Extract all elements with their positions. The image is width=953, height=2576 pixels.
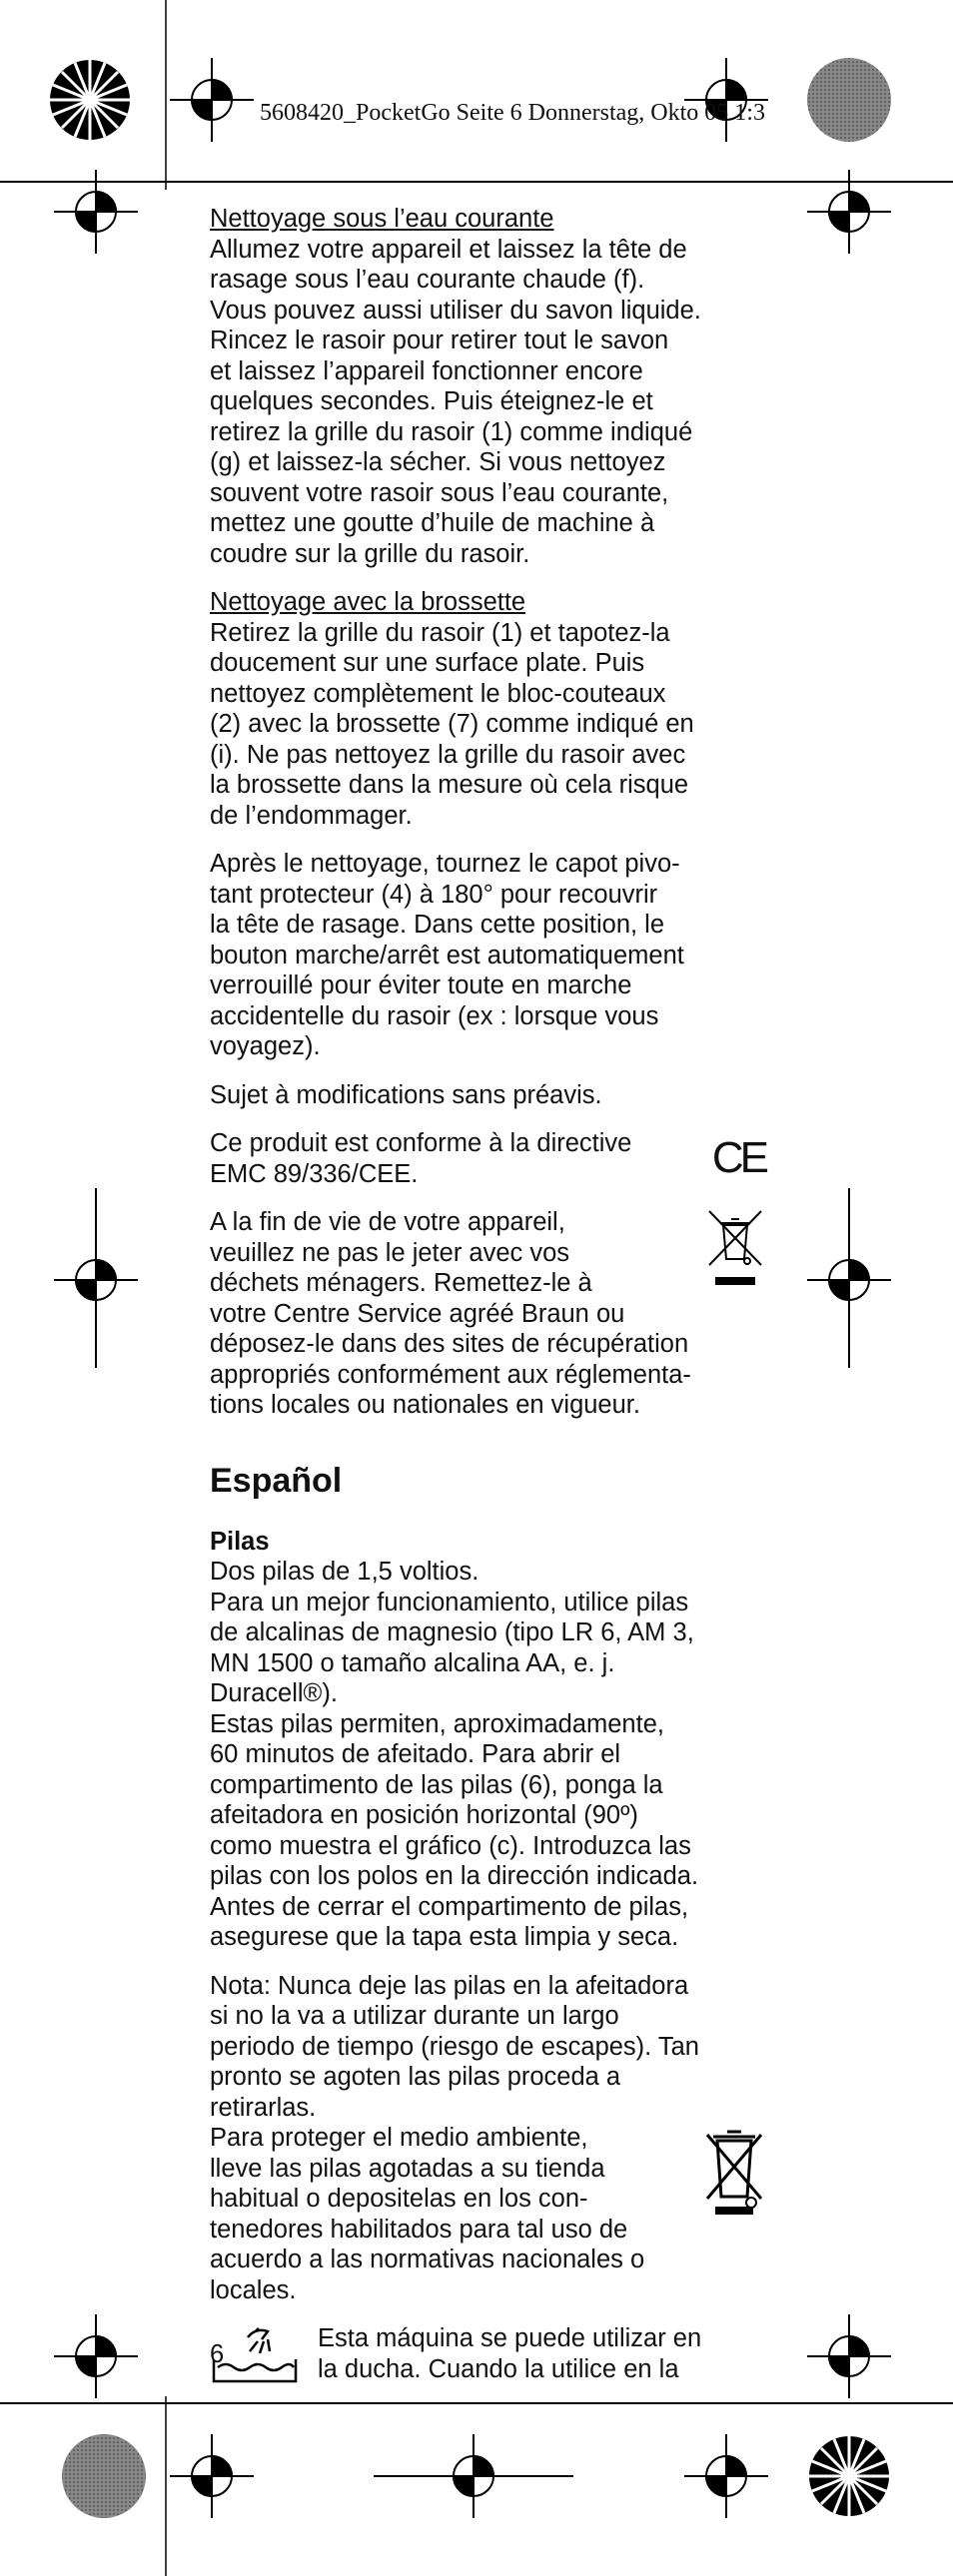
line: locales. <box>210 2275 297 2304</box>
line: mettez une goutte d’huile de machine à <box>210 509 655 537</box>
spanish-heading: Español <box>210 1461 343 1500</box>
line: Ce produit est conforme à la directive <box>210 1129 632 1157</box>
line: periodo de tiempo (riesgo de escapes). Tan <box>210 2032 699 2061</box>
dot-screen-bottom-left <box>62 2434 146 2518</box>
line: bouton marche/arrêt est automatiquement <box>210 941 684 969</box>
line: Estas pilas permiten, aproximadamente, <box>210 1709 664 1738</box>
line: de l’endommager. <box>210 801 413 830</box>
line: la tête de rasage. Dans cette position, le <box>210 911 665 939</box>
es-environment <box>210 2123 749 2305</box>
line: 60 minutos de afeitado. Para abrir el <box>210 1740 621 1768</box>
fr-ce-conformity <box>210 1128 765 1189</box>
line: pilas con los polos en la dirección indicada. <box>210 1862 699 1890</box>
line: MN 1500 o tamaño alcalina AA, e. j. <box>210 1648 615 1677</box>
line: Dos pilas de 1,5 voltios. <box>210 1558 479 1586</box>
es-pilas <box>210 1527 749 1953</box>
line: souvent votre rasoir sous l’eau courante, <box>210 478 669 507</box>
line: doucement sur une surface plate. Puis <box>210 649 645 677</box>
line: déposez-le dans des sites de récupération <box>210 1330 689 1358</box>
line: la ducha. Cuando la utilice en la <box>318 2354 679 2383</box>
line: Esta máquina se puede utilizar en <box>318 2324 702 2352</box>
line: et laissez l’appareil fonctionner encore <box>210 356 643 385</box>
line: déchets ménagers. Remettez-le à <box>210 1269 592 1297</box>
line: afeitadora en posición horizontal (90º) <box>210 1801 638 1829</box>
crosshair-lower-right <box>807 2314 891 2398</box>
es-shower <box>210 2323 749 2395</box>
line: Rincez le rasoir pour retirer tout le savon <box>210 326 669 354</box>
fr-cleaning-water-heading: Nettoyage sous l’eau courante <box>210 205 554 233</box>
line: Après le nettoyage, tournez le capot pivo- <box>210 850 680 878</box>
line: Nota: Nunca deje las pilas en la afeitadora <box>210 1971 689 2000</box>
line: rasage sous l’eau courante chaude (f). <box>210 266 645 294</box>
line: (2) avec la brossette (7) comme indiqué en <box>210 710 694 738</box>
line: verrouillé pour éviter toute en marche <box>210 971 632 999</box>
page-content <box>210 204 765 2395</box>
line: quelques secondes. Puis éteignez-le et <box>210 387 653 415</box>
star-target-top-left <box>50 60 130 140</box>
line: nettoyez complètement le bloc-couteaux <box>210 679 666 708</box>
line: tenedores habilitados para tal uso de <box>210 2215 628 2244</box>
line: A la fin de vie de votre appareil, <box>210 1208 565 1236</box>
line: asegurese que la tapa esta limpia y seca. <box>210 1923 679 1951</box>
line: de alcalinas de magnesio (tipo LR 6, AM 3, <box>210 1618 694 1646</box>
crossed-bin-icon <box>705 1207 765 1297</box>
star-target-bottom-right <box>809 2436 889 2516</box>
crosshair-top-1 <box>170 58 254 142</box>
line: Antes de cerrar el compartimento de pilas, <box>210 1892 689 1921</box>
line: voyagez). <box>210 1032 321 1060</box>
line: Vous pouvez aussi utiliser du savon liquide. <box>210 296 701 324</box>
line: acuerdo a las normativas nacionales o <box>210 2246 645 2273</box>
line: como muestra el gráfico (c). Introduzca las <box>210 1831 691 1860</box>
crosshair-lower-left <box>54 2314 138 2398</box>
crosshair-bottom-3 <box>684 2434 768 2518</box>
fr-cleaning-brush <box>210 587 749 831</box>
battery-disposal-bin-icon <box>703 2127 765 2225</box>
es-nota <box>210 1971 749 2124</box>
line: Para proteger el medio ambiente, <box>210 2124 588 2152</box>
page-number: 6 <box>210 2340 225 2368</box>
line: pronto se agoten las pilas proceda a <box>210 2063 621 2091</box>
line: Retirez la grille du rasoir (1) et tapotez-la <box>210 618 670 647</box>
line: la brossette dans la mesure où cela risque <box>210 771 689 799</box>
line: accidentelle du rasoir (ex : lorsque vous <box>210 1001 659 1030</box>
fr-notice: Sujet à modifications sans préavis. <box>210 1080 602 1109</box>
line: retirarlas. <box>210 2093 317 2122</box>
line: Allumez votre appareil et laissez la tête de <box>210 235 687 264</box>
line: (g) et laissez-la sécher. Si vous nettoyez <box>210 448 666 476</box>
line: si no la va a utilizar durante un largo <box>210 2002 619 2030</box>
line: coudre sur la grille du rasoir. <box>210 539 530 568</box>
line: lleve las pilas agotadas a su tienda <box>210 2154 605 2183</box>
line: compartimento de las pilas (6), ponga la <box>210 1770 663 1799</box>
line: tions locales ou nationales en vigueur. <box>210 1391 640 1419</box>
line: tant protecteur (4) à 180° pour recouvrir <box>210 880 658 909</box>
fr-cleaning-water <box>210 204 749 569</box>
line: Para un mejor funcionamiento, utilice pilas <box>210 1588 689 1616</box>
print-slug-line: 5608420_PocketGo Seite 6 Donnerstag, Okto 05 1:3 <box>260 100 765 126</box>
line: EMC 89/336/CEE. <box>210 1159 419 1188</box>
line: appropriés conformément aux réglementa- <box>210 1360 691 1389</box>
line: votre Centre Service agréé Braun ou <box>210 1299 625 1328</box>
line: retirez la grille du rasoir (1) comme indiqué <box>210 417 693 446</box>
crosshair-bottom-1 <box>170 2434 254 2518</box>
fr-cleaning-brush-heading: Nettoyage avec la brossette <box>210 588 526 616</box>
line: (i). Ne pas nettoyez la grille du rasoir avec <box>210 740 686 769</box>
crosshair-bottom-2 <box>374 2434 573 2518</box>
line: veuillez ne pas le jeter avec vos <box>210 1238 570 1267</box>
fr-after-cleaning <box>210 849 749 1062</box>
ce-mark-icon: CE <box>711 1133 765 1182</box>
line: Duracell®). <box>210 1679 338 1707</box>
line: habitual o depositelas en los con- <box>210 2185 588 2213</box>
fr-disposal <box>210 1207 749 1421</box>
es-pilas-heading: Pilas <box>210 1527 270 1556</box>
es-shower-text <box>318 2323 749 2384</box>
